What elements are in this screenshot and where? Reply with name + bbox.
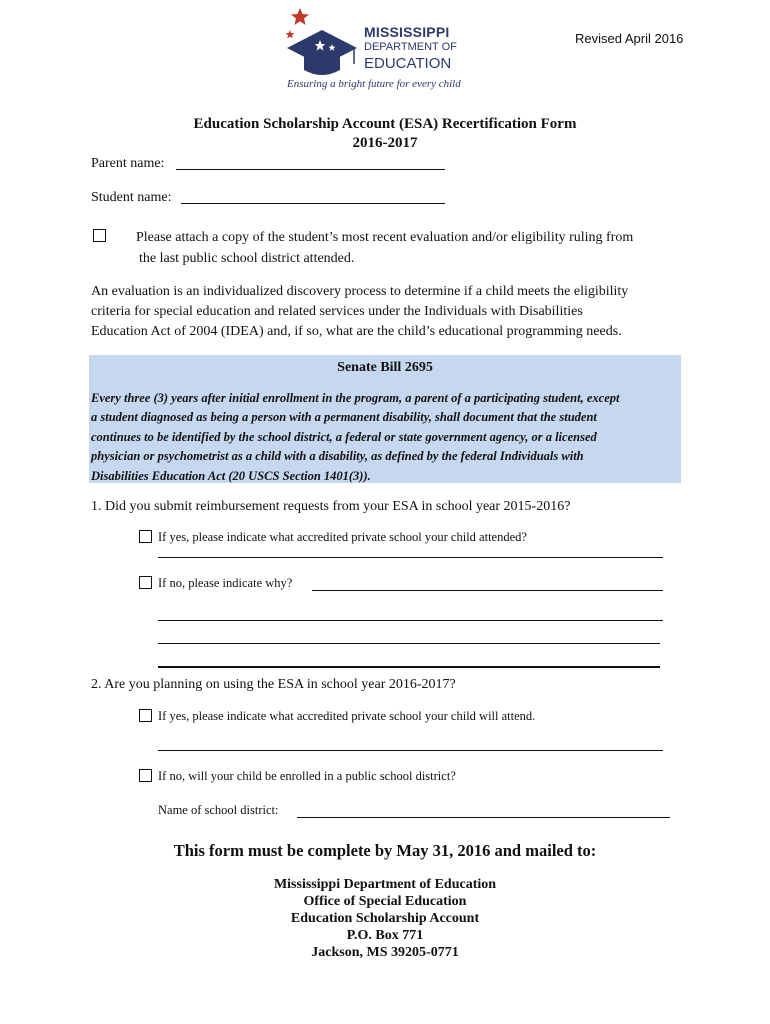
student-name-field[interactable] [181, 203, 445, 204]
parent-name-field[interactable] [176, 169, 445, 170]
senate-bill-text [91, 389, 679, 486]
q1-no-answer-line[interactable] [158, 643, 660, 644]
q1-no-checkbox[interactable] [139, 576, 152, 589]
q1-no-answer-line[interactable] [158, 620, 663, 621]
address-line: Mississippi Department of Education [273, 877, 497, 892]
logo-education: EDUCATION [364, 55, 452, 72]
attach-instruction-line1: Please attach a copy of the student’s most recent evaluation and/or eligibility ruling from [136, 230, 634, 245]
address-line: Education Scholarship Account [290, 911, 480, 926]
district-name-field[interactable] [297, 817, 670, 818]
senate-bill-line: Every three (3) years after initial enrollment in the program, a parent of a participating student, except [91, 391, 620, 405]
q1-yes-label: If yes, please indicate what accredited private school your child attended? [158, 530, 527, 544]
attach-instruction-line2: the last public school district attended. [139, 251, 355, 266]
logo-department: DEPARTMENT OF [364, 41, 457, 53]
form-year: 2016-2017 [352, 135, 418, 151]
small-star-icon [286, 30, 295, 38]
deadline-heading: This form must be complete by May 31, 2016 and mailed to: [173, 841, 597, 860]
q2-no-checkbox[interactable] [139, 769, 152, 782]
q2-no-label: If no, will your child be enrolled in a public school district? [158, 769, 456, 783]
q1-yes-answer-line[interactable] [158, 557, 663, 558]
evaluation-text-line2: criteria for special education and related services under the Individuals with Disabilities [91, 304, 583, 319]
revised-date: Revised April 2016 [575, 31, 684, 46]
question-1: 1. Did you submit reimbursement requests from your ESA in school year 2015-2016? [91, 499, 571, 514]
address-line: Jackson, MS 39205-0771 [311, 945, 459, 960]
evaluation-text-line3: Education Act of 2004 (IDEA) and, if so, what are the child’s educational programming needs. [91, 324, 622, 339]
form-title: Education Scholarship Account (ESA) Recertification Form [193, 116, 577, 132]
attach-evaluation-checkbox[interactable] [93, 229, 106, 242]
address-line: P.O. Box 771 [346, 928, 424, 943]
parent-name-label: Parent name: [91, 156, 165, 171]
red-star-icon [291, 8, 309, 25]
q1-yes-checkbox[interactable] [139, 530, 152, 543]
senate-bill-line: a student diagnosed as being a person with a permanent disability, shall document that the student [91, 410, 597, 425]
senate-bill-line: physician or psychometrist as a child with a disability, as defined by the federal Individuals with [91, 449, 584, 464]
q1-no-answer-line[interactable] [158, 666, 660, 668]
q1-no-reason-line[interactable] [312, 590, 663, 591]
senate-bill-title: Senate Bill 2695 [337, 360, 433, 375]
senate-bill-line: continues to be identified by the school district, a federal or state government agency, or a licensed [91, 429, 597, 444]
student-name-label: Student name: [91, 190, 172, 205]
logo-title: MISSISSIPPI [364, 24, 450, 40]
q1-no-label: If no, please indicate why? [158, 576, 293, 590]
senate-bill-line: Disabilities Education Act (20 USCS Section 1401(3)). [91, 468, 371, 483]
logo-tagline: Ensuring a bright future for every child [287, 78, 461, 90]
q2-yes-checkbox[interactable] [139, 709, 152, 722]
evaluation-text-line1: An evaluation is an individualized discovery process to determine if a child meets the eligibility [91, 284, 629, 299]
address-line: Office of Special Education [303, 894, 467, 909]
mailing-address [0, 876, 770, 961]
district-name-label: Name of school district: [158, 803, 279, 817]
q2-yes-label: If yes, please indicate what accredited private school your child will attend. [158, 709, 536, 723]
question-2: 2. Are you planning on using the ESA in school year 2016-2017? [91, 677, 456, 692]
q2-yes-answer-line[interactable] [158, 750, 663, 751]
